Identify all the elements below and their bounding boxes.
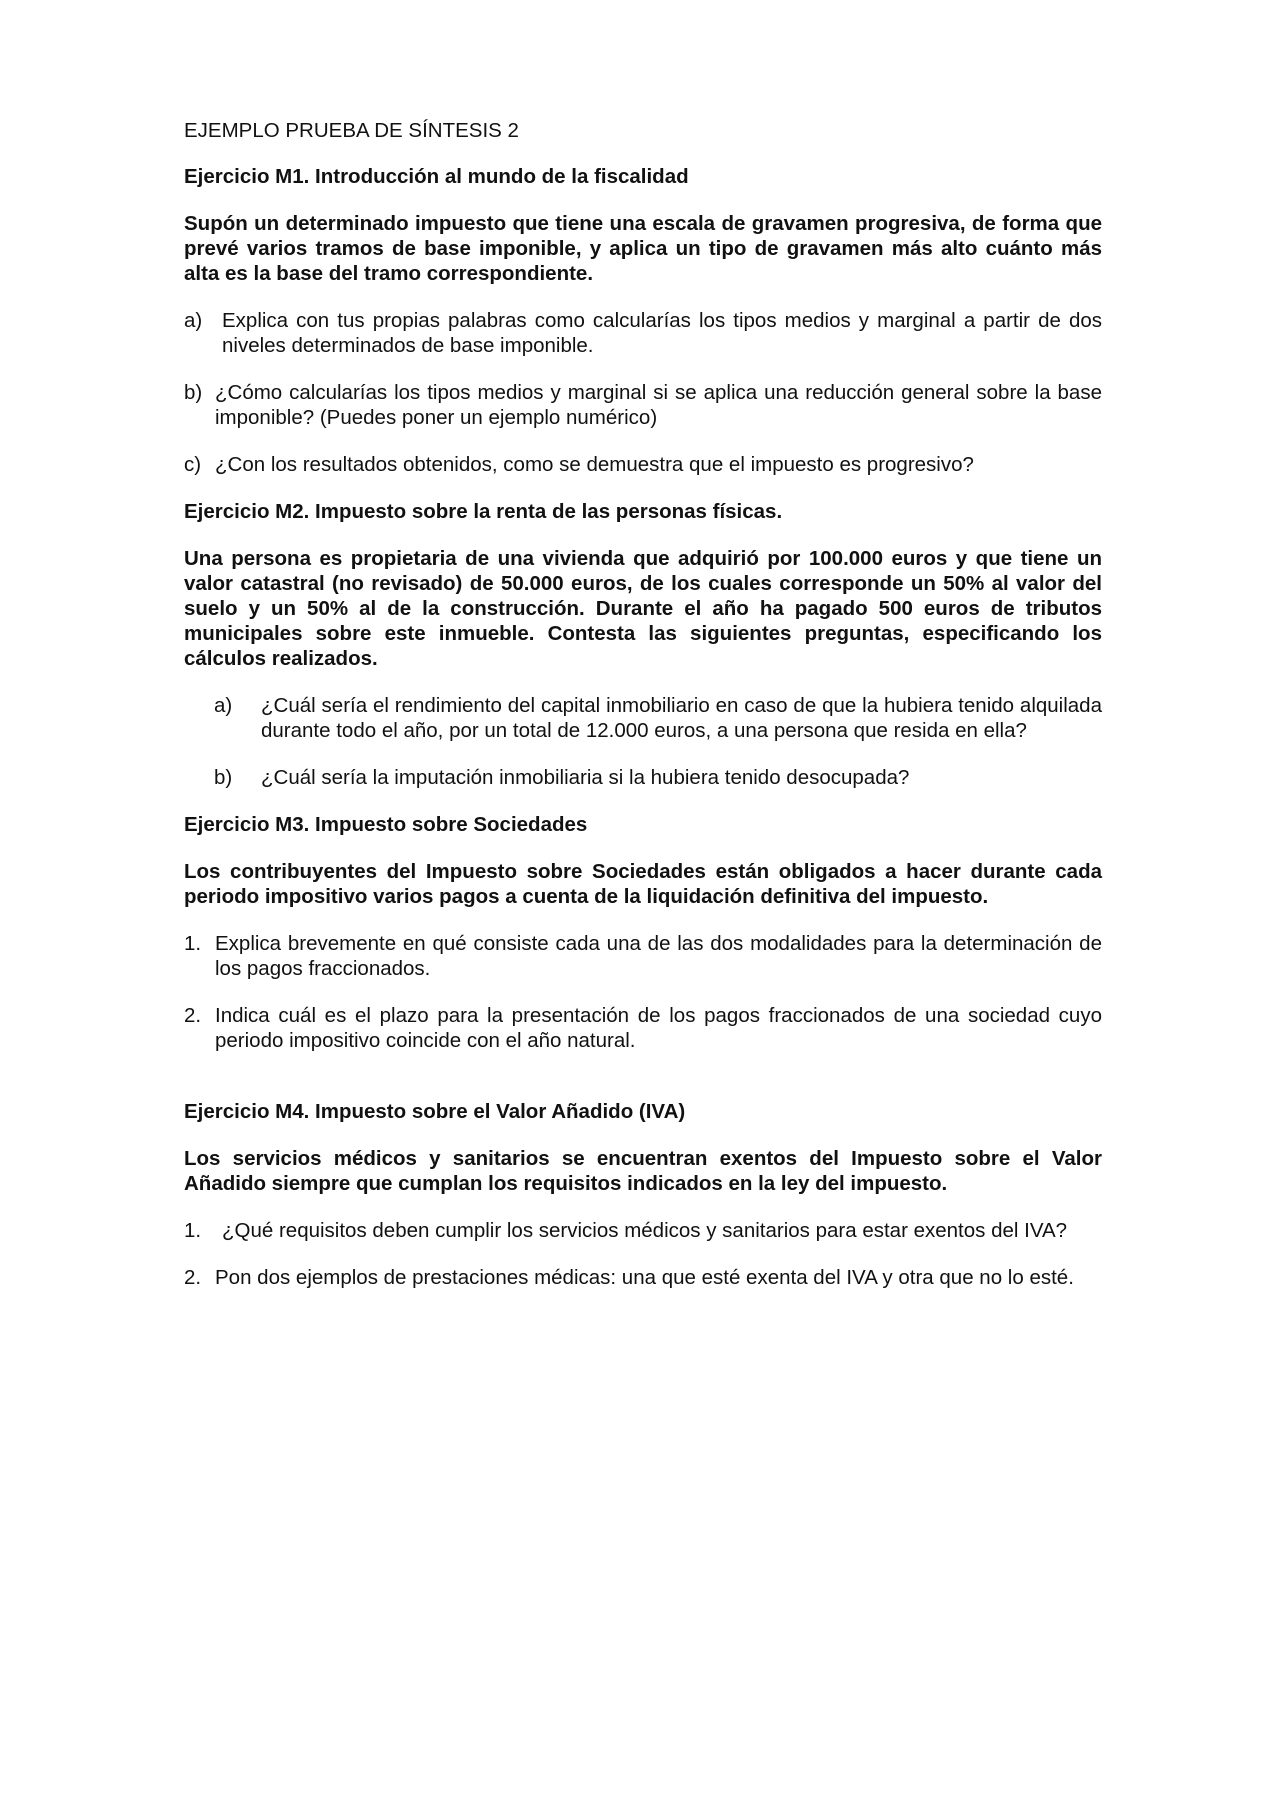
question-marker: a) [184, 309, 203, 332]
question-text: Explica brevemente en qué consiste cada una de las dos modalidades para la determinación de los pagos fraccionados. [215, 932, 1102, 980]
document-page [184, 118, 1102, 1312]
exercise-m4-question-1 [184, 1218, 1102, 1243]
question-text: ¿Cuál sería la imputación inmobiliaria si la hubiera tenido desocupada? [261, 766, 910, 789]
question-marker: c) [184, 453, 202, 476]
exercise-m2-question-b [184, 765, 1102, 790]
exercise-m3-question-1 [184, 931, 1102, 981]
exercise-m4-title: Ejercicio M4. Impuesto sobre el Valor Añadido (IVA) [184, 1100, 686, 1123]
exercise-m3-question-2 [184, 1003, 1102, 1053]
question-marker: b) [214, 766, 233, 789]
exercise-m1-question-c [184, 452, 1102, 477]
exercise-m1-question-a [184, 308, 1102, 358]
question-marker: a) [214, 694, 233, 717]
exercise-m4-question-2 [184, 1265, 1102, 1290]
exercise-m2-statement: Una persona es propietaria de una vivienda que adquirió por 100.000 euros y que tiene un valor catastral (no revisado) de 50.000 euros, de los cuales corresponde un 50% al valor del suelo y un 50% al de la construcción. Durante el año ha pagado 500 euros de tributos municipales sobre este inmueble. Contesta las siguientes preguntas, especificando los cálculos realizados. [184, 547, 1102, 670]
question-text: Indica cuál es el plazo para la presentación de los pagos fraccionados de una sociedad cuyo periodo impositivo coincide con el año natural. [215, 1004, 1102, 1052]
question-marker: 2. [184, 1004, 202, 1027]
exercise-m4-statement: Los servicios médicos y sanitarios se encuentran exentos del Impuesto sobre el Valor Añadido siempre que cumplan los requisitos indicados en la ley del impuesto. [184, 1147, 1102, 1195]
exercise-m2-title: Ejercicio M2. Impuesto sobre la renta de las personas físicas. [184, 500, 783, 523]
document-title: EJEMPLO PRUEBA DE SÍNTESIS 2 [184, 119, 519, 142]
exercise-m2-question-a [184, 693, 1102, 743]
exercise-m3-title: Ejercicio M3. Impuesto sobre Sociedades [184, 813, 588, 836]
question-marker: 2. [184, 1266, 202, 1289]
question-text: ¿Qué requisitos deben cumplir los servicios médicos y sanitarios para estar exentos del IVA? [222, 1219, 1068, 1242]
question-text: ¿Cómo calcularías los tipos medios y marginal si se aplica una reducción general sobre la base imponible? (Puedes poner un ejemplo numérico) [215, 381, 1102, 429]
question-marker: 1. [184, 1219, 202, 1242]
exercise-m1-title: Ejercicio M1. Introducción al mundo de la fiscalidad [184, 165, 689, 188]
exercise-m1-statement: Supón un determinado impuesto que tiene una escala de gravamen progresiva, de forma que prevé varios tramos de base imponible, y aplica un tipo de gravamen más alto cuánto más alta es la base del tramo correspondiente. [184, 212, 1102, 285]
question-text: Explica con tus propias palabras como calcularías los tipos medios y marginal a partir de dos niveles determinados de base imponible. [222, 309, 1102, 357]
exercise-m3-statement: Los contribuyentes del Impuesto sobre Sociedades están obligados a hacer durante cada periodo impositivo varios pagos a cuenta de la liquidación definitiva del impuesto. [184, 860, 1102, 908]
exercise-m1-question-b [184, 380, 1102, 430]
question-text: Pon dos ejemplos de prestaciones médicas: una que esté exenta del IVA y otra que no lo esté. [215, 1266, 1074, 1289]
question-text: ¿Con los resultados obtenidos, como se demuestra que el impuesto es progresivo? [215, 453, 974, 476]
question-text: ¿Cuál sería el rendimiento del capital inmobiliario en caso de que la hubiera tenido alquilada durante todo el año, por un total de 12.000 euros, a una persona que resida en ella? [261, 694, 1102, 742]
question-marker: b) [184, 381, 203, 404]
question-marker: 1. [184, 932, 202, 955]
